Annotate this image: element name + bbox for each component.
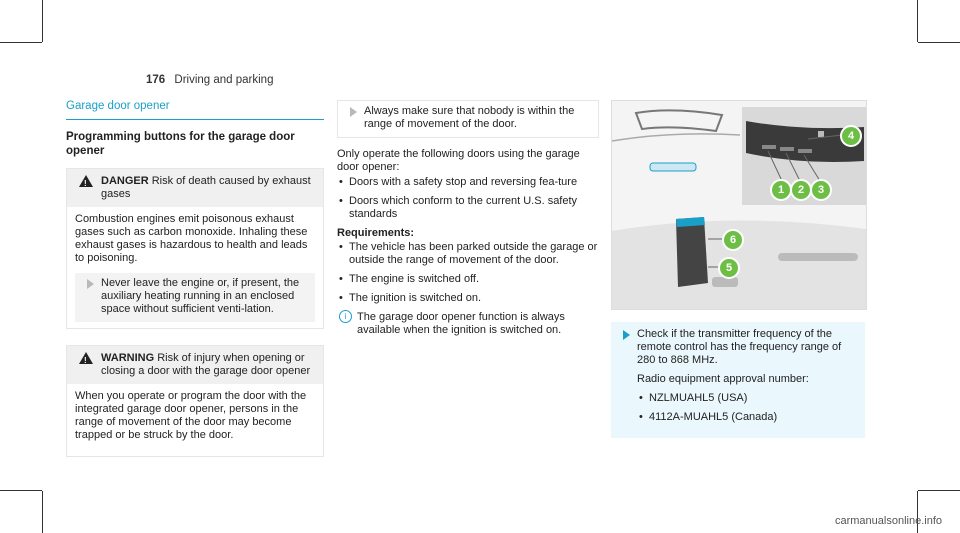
- chapter-title: Driving and parking: [174, 74, 274, 86]
- danger-body: [67, 207, 323, 328]
- requirements-list: [337, 241, 599, 305]
- info-note: [337, 311, 599, 337]
- crop-mark: [42, 0, 43, 42]
- callout-3: 3: [810, 179, 832, 201]
- garage-opener-illustration: [611, 100, 867, 310]
- callout-5: 5: [718, 257, 740, 279]
- crop-mark: [42, 491, 43, 533]
- list-item: • 4112A-MUAHL5 (Canada): [637, 411, 859, 424]
- list-item: • The engine is switched off.: [337, 273, 599, 286]
- danger-header: [67, 169, 323, 207]
- requirements-label: Requirements:: [337, 227, 415, 239]
- warning-text: When you operate or program the door with the integrated garage door opener, persons in the range of movement of the door may become trapped or be struck by the door.: [75, 390, 307, 441]
- list-item: • The ignition is switched on.: [337, 292, 599, 305]
- door-list: [337, 176, 599, 221]
- warning-triangle-icon: !: [79, 352, 93, 364]
- warning-summary: Risk of injury when opening or closing a door with the garage door opener: [101, 352, 311, 377]
- list-item: • NZLMUAHL5 (USA): [637, 392, 859, 405]
- info-note-text: The garage door opener function is always available when the ignition is switched on.: [357, 311, 565, 336]
- crop-mark: [918, 490, 960, 491]
- instruction-arrow-icon: [87, 279, 94, 289]
- crop-mark: [918, 42, 960, 43]
- doors-intro: Only operate the following doors using the garage door opener:: [337, 148, 580, 173]
- warning-label: WARNING: [101, 352, 155, 364]
- cockpit-drawing: [612, 101, 866, 309]
- subheading: Programming buttons for the garage door opener: [66, 131, 295, 157]
- list-item: • Doors with a safety stop and reversing fea-ture: [337, 176, 599, 189]
- frequency-instruction: [611, 322, 865, 438]
- column-right: [611, 100, 865, 438]
- danger-summary: Risk of death caused by exhaust gases: [101, 175, 311, 200]
- instruction-arrow-icon: [623, 330, 630, 340]
- crop-mark: [0, 42, 42, 43]
- approval-list: [637, 392, 859, 424]
- danger-instruction: [75, 273, 315, 322]
- warning-header: [67, 346, 323, 384]
- approval-label: Radio equipment approval number:: [637, 373, 809, 385]
- crop-mark: [0, 490, 42, 491]
- safety-instruction: [337, 100, 599, 138]
- column-middle: [337, 100, 599, 337]
- callout-1: 1: [770, 179, 792, 201]
- watermark: carmanualsonline.info: [834, 515, 942, 527]
- safety-instruction-text: Always make sure that nobody is within the range of movement of the door.: [364, 105, 575, 130]
- section-title: Garage door opener: [66, 100, 324, 120]
- instruction-arrow-icon: [350, 107, 357, 117]
- column-left: [66, 100, 324, 473]
- danger-text: Combustion engines emit poisonous exhaust gases such as carbon monoxide. Inhaling these exhaust gases is hazardous to health and leads to poisoning.: [75, 213, 308, 264]
- list-item: • Doors which conform to the current U.S. safety standards: [337, 195, 599, 221]
- info-icon: i: [339, 310, 352, 323]
- callout-6: 6: [722, 229, 744, 251]
- warning-box: [66, 345, 324, 457]
- list-item: • The vehicle has been parked outside the garage or outside the range of movement of the door.: [337, 241, 599, 267]
- callout-2: 2: [790, 179, 812, 201]
- danger-instruction-text: Never leave the engine or, if present, the auxiliary heating running in an enclosed space without sufficient venti-lation.: [101, 277, 300, 315]
- page-number: 176: [146, 74, 166, 86]
- danger-box: [66, 168, 324, 329]
- warning-body: [67, 384, 323, 456]
- warning-triangle-icon: !: [79, 175, 93, 187]
- danger-label: DANGER: [101, 175, 149, 187]
- frequency-instruction-text: Check if the transmitter frequency of the remote control has the frequency range of 280 to 868 MHz.: [637, 328, 842, 366]
- callout-4: 4: [840, 125, 862, 147]
- page-header: [146, 74, 273, 86]
- crop-mark: [917, 0, 918, 42]
